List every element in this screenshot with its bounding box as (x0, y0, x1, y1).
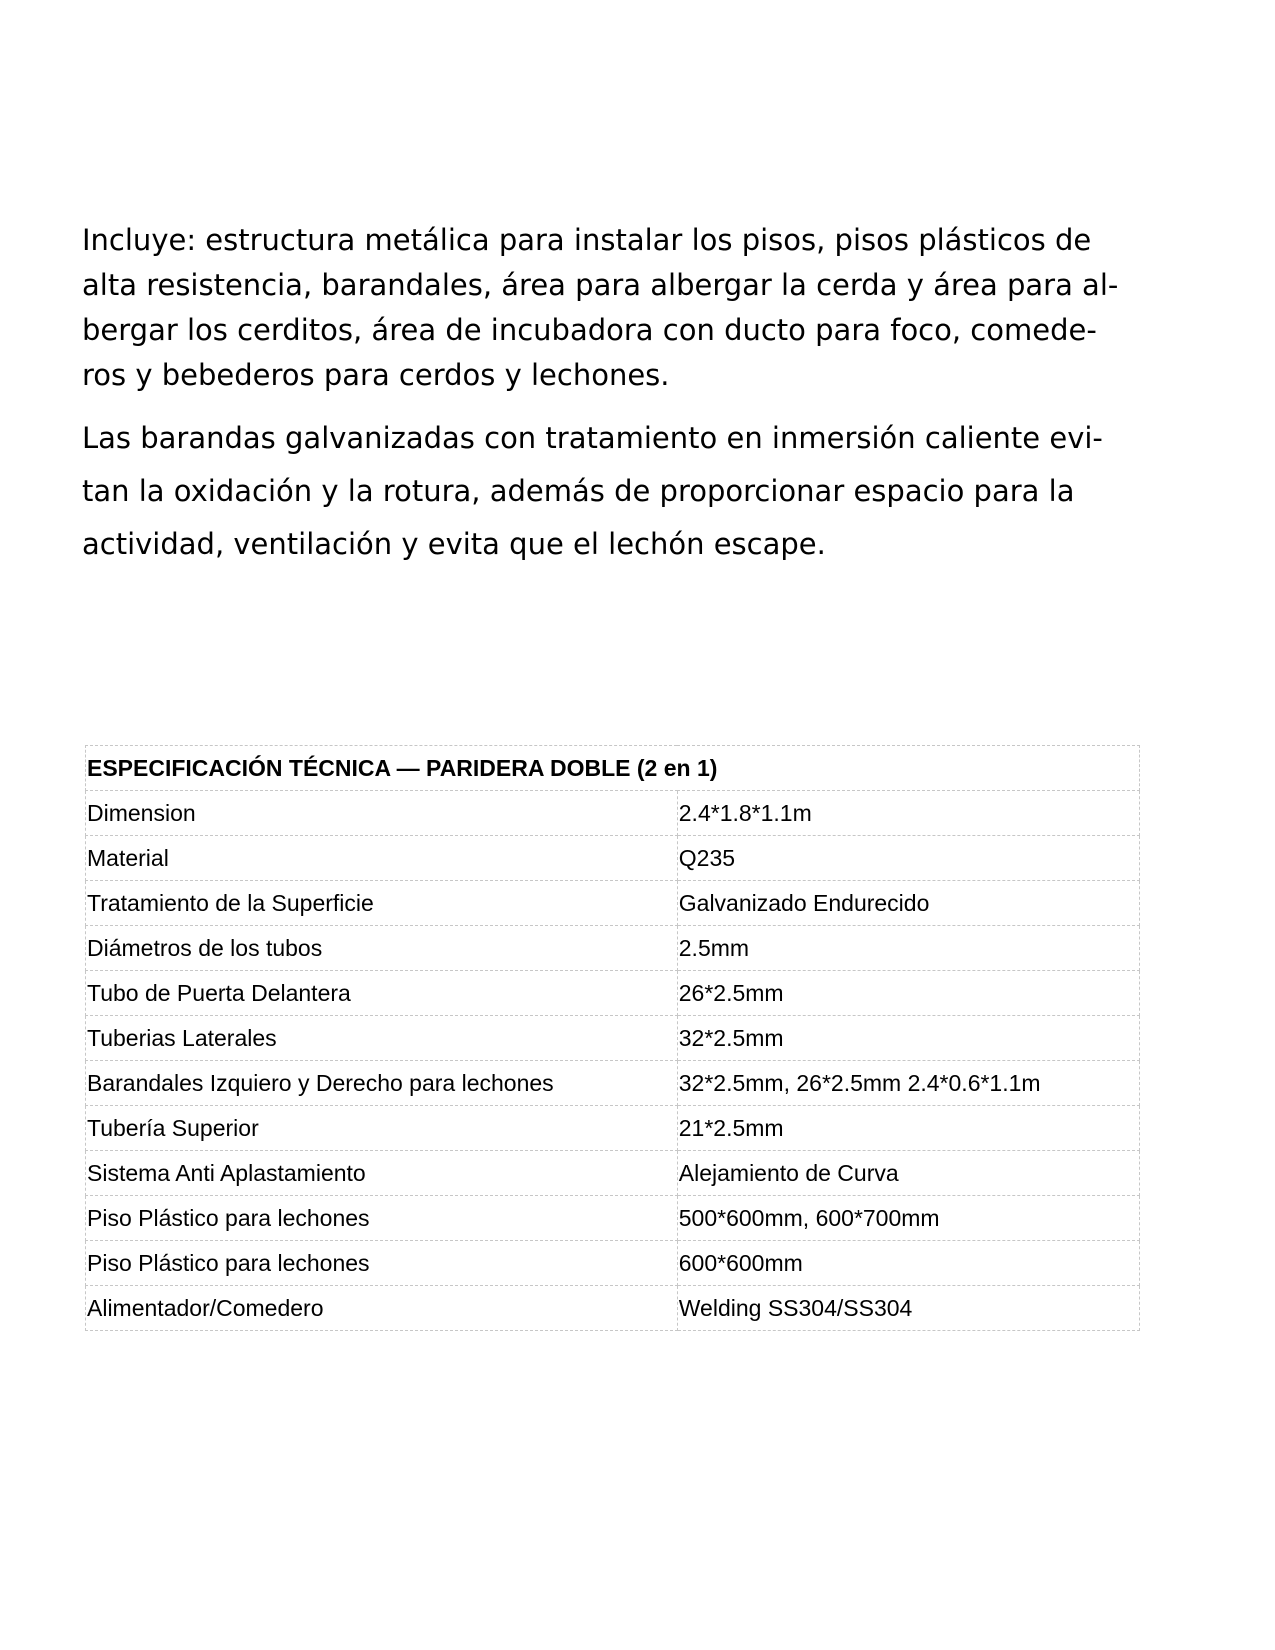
text-line: ros y bebederos para cerdos y lechones. (82, 358, 670, 392)
spec-label: Alimentador/Comedero (86, 1286, 678, 1331)
spec-row (86, 1106, 1140, 1151)
text-line: actividad, ventilación y evita que el lechón escape. (82, 527, 826, 561)
text-line: tan la oxidación y la rotura, además de proporcionar espacio para la (82, 474, 1075, 508)
spec-value: 32*2.5mm (677, 1016, 1139, 1061)
spec-value: Q235 (677, 836, 1139, 881)
spec-value: 600*600mm (677, 1241, 1139, 1286)
intro-paragraph-1 (82, 218, 1162, 398)
text-line: Incluye: estructura metálica para instalar los pisos, pisos plásticos de (82, 223, 1092, 257)
spec-row (86, 1016, 1140, 1061)
intro-text (82, 218, 1162, 571)
spec-value: 2.4*1.8*1.1m (677, 791, 1139, 836)
text-line: bergar los cerditos, área de incubadora con ducto para foco, comede- (82, 313, 1097, 347)
spec-table-title: ESPECIFICACIÓN TÉCNICA — PARIDERA DOBLE (2 en 1) (86, 746, 1140, 791)
text-line: Las barandas galvanizadas con tratamiento en inmersión caliente evi- (82, 421, 1103, 455)
spec-label: Tuberias Laterales (86, 1016, 678, 1061)
spec-label: Tubo de Puerta Delantera (86, 971, 678, 1016)
spec-row (86, 1286, 1140, 1331)
spec-row (86, 1151, 1140, 1196)
spec-row (86, 1196, 1140, 1241)
spec-value: Welding SS304/SS304 (677, 1286, 1139, 1331)
spec-row (86, 971, 1140, 1016)
spec-value: 32*2.5mm, 26*2.5mm 2.4*0.6*1.1m (677, 1061, 1139, 1106)
spec-value: 500*600mm, 600*700mm (677, 1196, 1139, 1241)
spec-row (86, 791, 1140, 836)
spec-table (85, 745, 1140, 1331)
spec-label: Tratamiento de la Superficie (86, 881, 678, 926)
spec-value: Galvanizado Endurecido (677, 881, 1139, 926)
spec-label: Tubería Superior (86, 1106, 678, 1151)
spec-value: 26*2.5mm (677, 971, 1139, 1016)
spec-table-header-row (86, 746, 1140, 791)
spec-label: Barandales Izquiero y Derecho para lechones (86, 1061, 678, 1106)
spec-value: Alejamiento de Curva (677, 1151, 1139, 1196)
spec-value: 21*2.5mm (677, 1106, 1139, 1151)
spec-row (86, 1241, 1140, 1286)
spec-row (86, 836, 1140, 881)
spec-label: Diámetros de los tubos (86, 926, 678, 971)
spec-label: Sistema Anti Aplastamiento (86, 1151, 678, 1196)
spec-label: Piso Plástico para lechones (86, 1241, 678, 1286)
spec-label: Piso Plástico para lechones (86, 1196, 678, 1241)
spec-label: Material (86, 836, 678, 881)
spec-row (86, 1061, 1140, 1106)
spec-row (86, 926, 1140, 971)
text-line: alta resistencia, barandales, área para albergar la cerda y área para al- (82, 268, 1119, 302)
spec-value: 2.5mm (677, 926, 1139, 971)
intro-paragraph-2 (82, 412, 1162, 571)
spec-label: Dimension (86, 791, 678, 836)
spec-row (86, 881, 1140, 926)
